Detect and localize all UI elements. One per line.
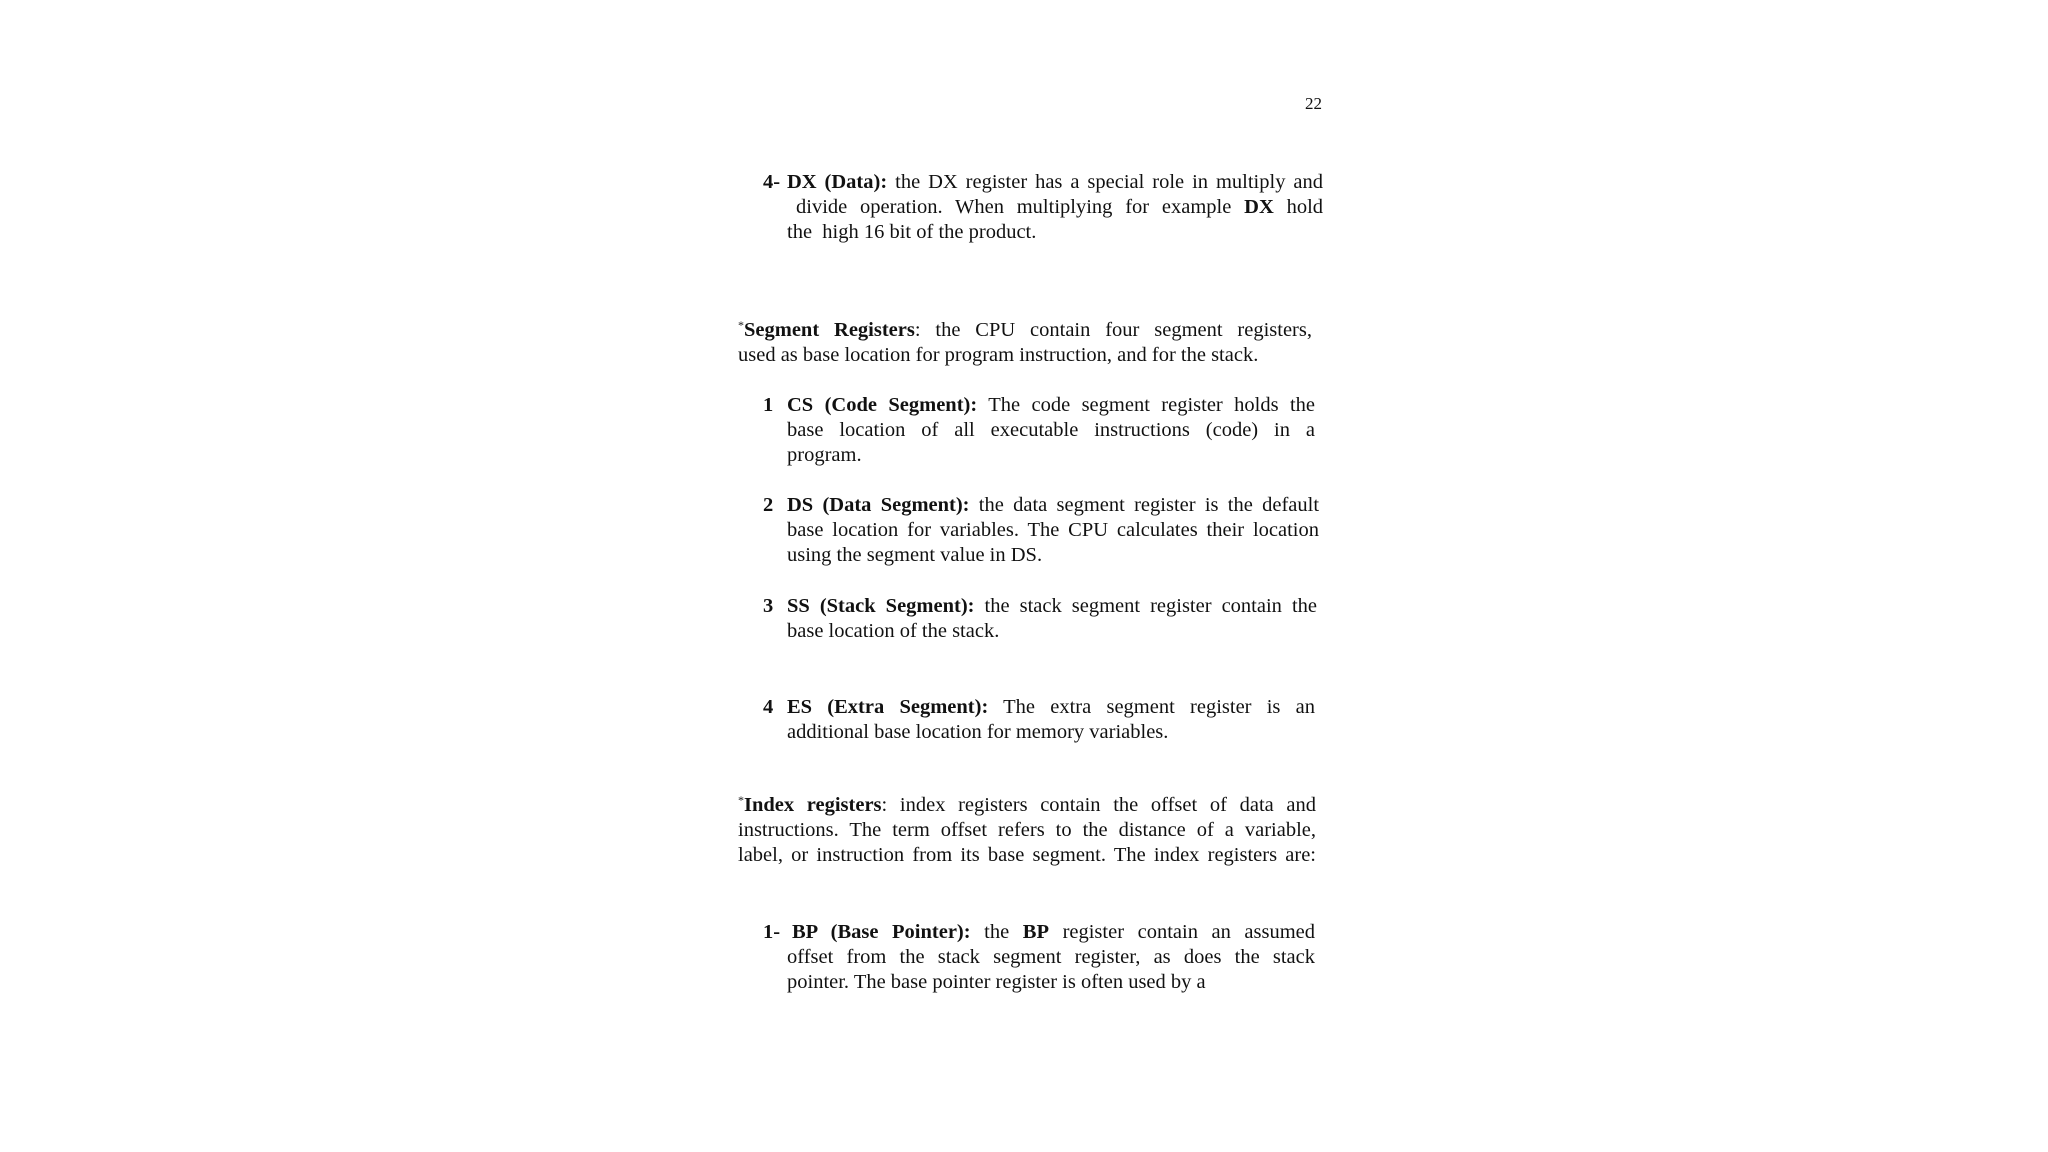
dx-item-number: 4- <box>763 171 781 193</box>
dx-item-line-2: divide operation. When multiplying for example DX hold <box>796 196 1324 218</box>
segment-item-number: 1 <box>763 394 774 416</box>
index-marker: * <box>738 793 744 807</box>
segment-registers-line-1: *Segment Registers: the CPU contain four segment registers, <box>738 318 1312 341</box>
segment-item-ds: 2 DS (Data Segment): the data segment register is the default base location for variables. The CPU calculates their location using the segment value in DS. <box>763 494 1320 566</box>
index-registers-line-2: instructions. The term offset refers to the distance of a variable, <box>738 819 1316 841</box>
segment-marker: * <box>738 318 744 332</box>
segment-item-term: CS (Code Segment): <box>787 394 978 416</box>
segment-item-term: DS (Data Segment): <box>787 494 970 516</box>
dx-item-line-1: DX (Data): the DX register has a special role in multiply and <box>787 171 1323 193</box>
index-item-number: 1- <box>763 921 781 943</box>
index-item-term: BP (Base Pointer): <box>792 921 971 943</box>
dx-register-item <box>763 170 1323 250</box>
segment-item-term: SS (Stack Segment): <box>787 595 975 617</box>
page-number: 22 <box>1305 94 1322 113</box>
segment-item-number: 4 <box>763 696 774 718</box>
index-registers-heading: Index registers <box>744 794 882 816</box>
segment-item-number: 2 <box>763 494 774 516</box>
dx-item-term: DX (Data): <box>787 171 888 193</box>
segment-registers-paragraph <box>738 318 1312 372</box>
index-item-bp: 1- BP (Base Pointer): the BP register contain an assumed offset from the stack segment register, as does the stack pointer. The base pointer register is often used by a <box>763 921 1316 993</box>
segment-item-es: 4 ES (Extra Segment): The extra segment register is an additional base location for memory variables. <box>763 696 1315 743</box>
dx-item-line-3: the high 16 bit of the product. <box>787 221 1037 243</box>
index-registers-paragraph <box>738 793 1316 873</box>
index-registers-line-3: label, or instruction from its base segment. The index registers are: <box>738 844 1316 866</box>
segment-item-cs: 1 CS (Code Segment): The code segment register holds the base location of all executable instructions (code) in a program. <box>763 394 1315 466</box>
segment-item-number: 3 <box>763 595 774 617</box>
segment-registers-line-2: used as base location for program instruction, and for the stack. <box>738 344 1259 366</box>
index-registers-line-1: *Index registers: index registers contain the offset of data and <box>738 793 1316 816</box>
segment-item-term: ES (Extra Segment): <box>787 696 989 718</box>
segment-item-ss: 3 SS (Stack Segment): the stack segment register contain the base location of the stack. <box>763 595 1317 642</box>
segment-registers-heading: Segment Registers <box>744 319 915 341</box>
